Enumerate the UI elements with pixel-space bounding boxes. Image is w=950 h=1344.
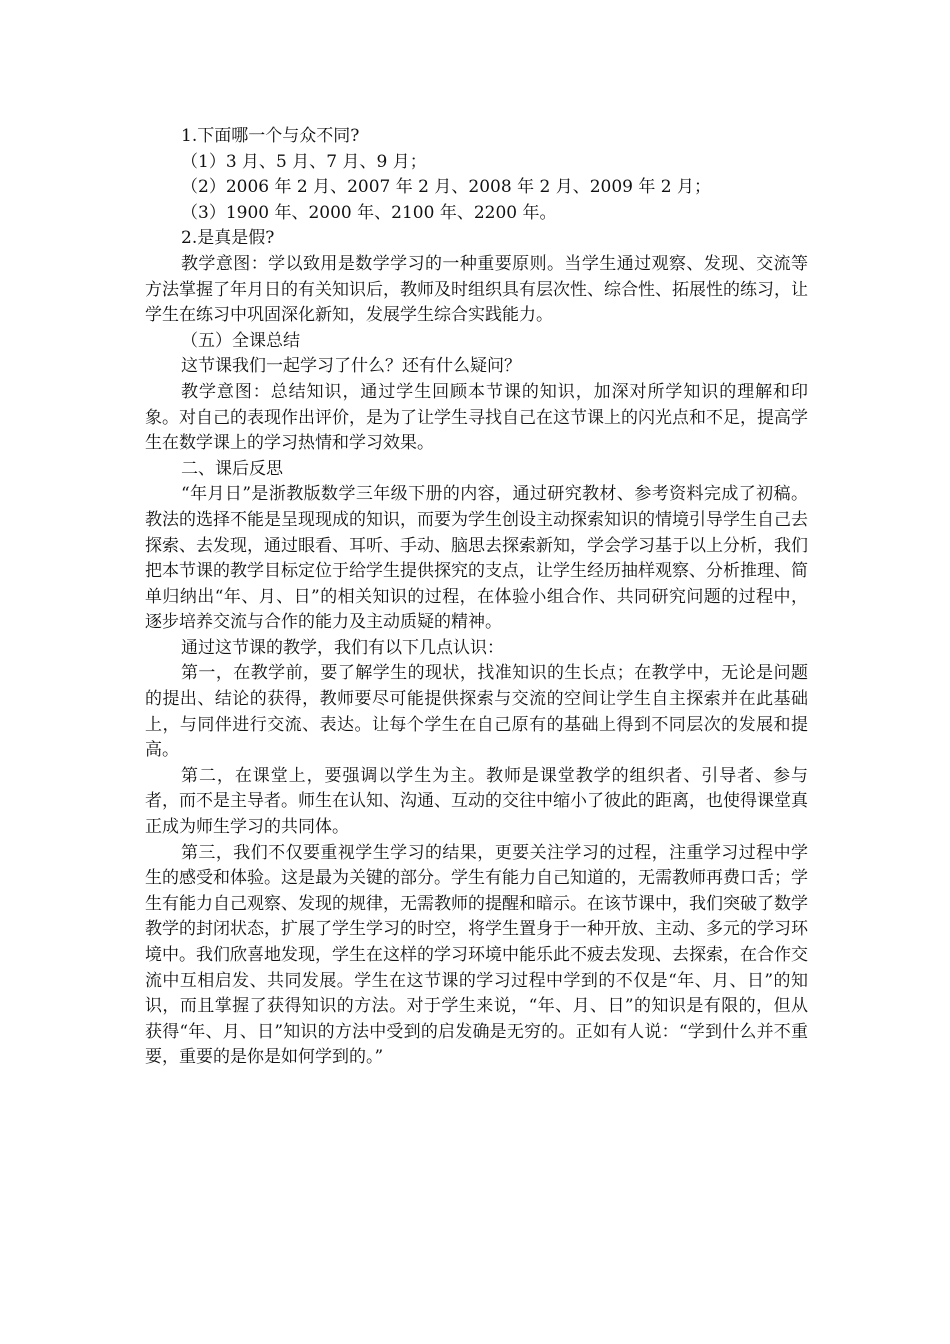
section-summary-heading: （五）全课总结: [181, 330, 300, 351]
reflection-paragraph-1: “年月日”是浙教版数学三年级下册的内容，通过研究教材、参考资料完成了初稿。教法的选择不能是呈现现成的知识，而要为学生创设主动探索知识的情境引导学生自己去探索、去发现，通过眼看、耳听、手动、脑思去探索新知，学会学习基于以上分析，我们把本节课的教学目标定位于给学生提供探究的支点，让学生经历抽样观察、分析推理、简单归纳出“年、月、日”的相关知识的过程，在体验小组合作、共同研究问题的过程中，逐步培养交流与合作的能力及主动质疑的精神。: [145, 484, 808, 633]
question-1-option-2: （2）2006 年 2 月、2007 年 2 月、2008 年 2 月、2009 年 2 月；: [181, 177, 711, 198]
section-reflection-heading: 二、课后反思: [181, 458, 283, 479]
reflection-paragraph-2: 通过这节课的教学，我们有以下几点认识：: [181, 637, 504, 658]
point-1-paragraph: 第一，在教学前，要了解学生的现状，找准知识的生长点；在教学中，无论是问题的提出、结论的获得，教师要尽可能提供探索与交流的空间让学生自主探索并在此基础上，与同伴进行交流、表达。让每个学生在自己原有的基础上得到不同层次的发展和提高。: [145, 663, 808, 761]
question-2-title: 2.是真是假?: [181, 228, 275, 249]
document-page: [145, 124, 808, 1071]
teaching-intent-paragraph-1: 教学意图：学以致用是数学学习的一种重要原则。当学生通过观察、发现、交流等方法掌握了年月日的有关知识后，教师及时组织具有层次性、综合性、拓展性的练习，让学生在练习中巩固深化新知，发展学生综合实践能力。: [145, 253, 808, 326]
point-3-paragraph: 第三，我们不仅要重视学生学习的结果，更要关注学习的过程，注重学习过程中学生的感受和体验。这是最为关键的部分。学生有能力自己知道的，无需教师再费口舌；学生有能力自己观察、发现的规律，无需教师的提醒和暗示。在该节课中，我们突破了数学教学的封闭状态，扩展了学生学习的时空，将学生置身于一种开放、主动、多元的学习环境中。我们欣喜地发现，学生在这样的学习环境中能乐此不疲去发现、去探索，在合作交流中互相启发、共同发展。学生在这节课的学习过程中学到的不仅是“年、月、日”的知识，而且掌握了获得知识的方法。对于学生来说，“年、月、日”的知识是有限的，但从获得“年、月、日”知识的方法中受到的启发确是无穷的。正如有人说：“学到什么并不重要，重要的是你是如何学到的。”: [145, 842, 808, 1068]
question-1-option-1: （1）3 月、5 月、7 月、9 月；: [181, 151, 427, 172]
summary-question: 这节课我们一起学习了什么？还有什么疑问？: [181, 356, 521, 377]
question-1-option-3: （3）1900 年、2000 年、2100 年、2200 年。: [181, 202, 557, 223]
point-2-paragraph: 第二，在课堂上，要强调以学生为主。教师是课堂教学的组织者、引导者、参与者，而不是主导者。师生在认知、沟通、互动的交往中缩小了彼此的距离，也使得课堂真正成为师生学习的共同体。: [145, 765, 808, 838]
teaching-intent-paragraph-2: 教学意图：总结知识，通过学生回顾本节课的知识，加深对所学知识的理解和印象。对自己的表现作出评价，是为了让学生寻找自己在这节课上的闪光点和不足，提高学生在数学课上的学习热情和学习效果。: [145, 381, 808, 454]
question-1-title: 1.下面哪一个与众不同?: [181, 126, 360, 146]
